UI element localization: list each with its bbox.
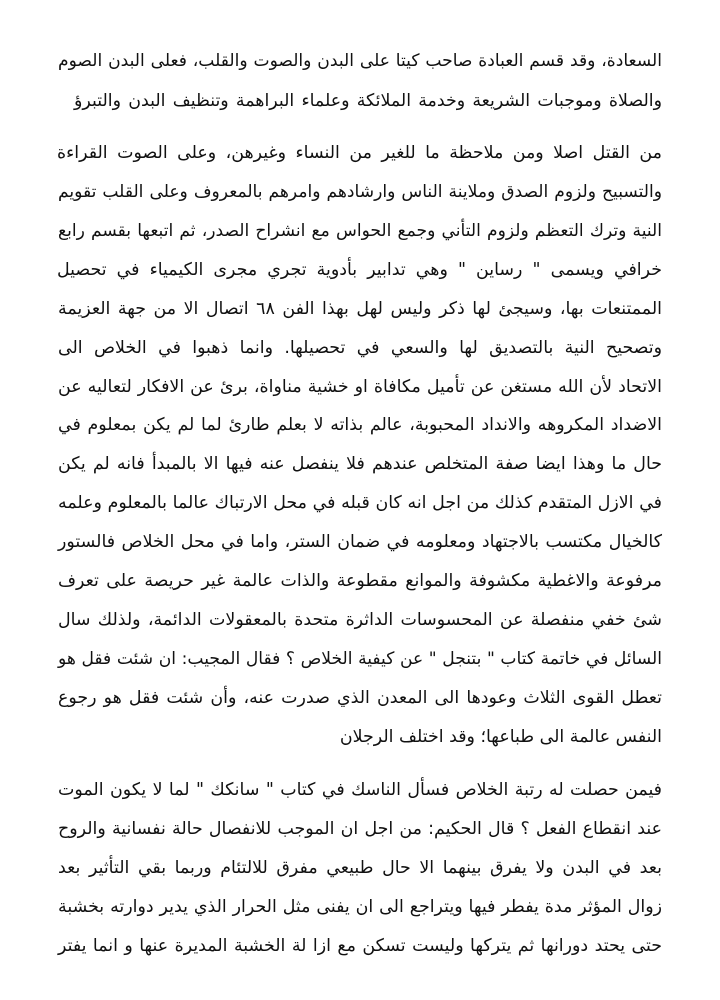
- text-line: من القتل اصلا ومن ملاحظة ما للغير من النساء وغيرهن، وعلى الصوت القراءة: [57, 143, 662, 163]
- text-line: تعطل القوى الثلاث وعودها الى المعدن الذي صدرت عنه، وأن شئت فقل هو رجوع: [58, 688, 662, 708]
- text-line: حال ما وهذا ايضا صفة المتخلص عندهم فلا ينفصل عنه فيها الا بالمبدأ فانه لم يكن: [58, 454, 662, 474]
- text-line: الممتنعات بها، وسيجئ لها ذكر وليس لهل بهذا الفن ٦٨ اتصال الا من جهة العزيمة: [58, 299, 662, 319]
- text-line: كالخيال مكتسب بالاجتهاد ومعلومه في ضمان الستر، واما في محل الخلاص فالستور: [58, 532, 662, 552]
- text-line: حتى يحتد دورانها ثم يتركها وليست تسكن مع ازا لة الخشبة المديرة عنها و انما يفتر: [58, 936, 662, 956]
- text-line: والتسبيح ولزوم الصدق وملاينة الناس وارشادهم وامرهم بالمعروف وعلى القلب تقويم: [58, 182, 662, 202]
- text-line: السعادة، وقد قسم العبادة صاحب كيتا على البدن والصوت والقلب، فعلى البدن الصوم: [58, 51, 662, 71]
- text-line: زوال المؤثر مدة يفطر فيها ويتراجع الى ان يفنى مثل الحرار الذي يدير دوارته بخشبة: [58, 897, 662, 917]
- text-line: والصلاة وموجبات الشريعة وخدمة الملائكة وعلماء البراهمة وتنظيف البدن والتبرؤ: [74, 91, 662, 111]
- text-line: في الازل المتقدم كذلك من اجل انه كان قبله في محل الارتباك عالما بالمعلوم وعلمه: [58, 493, 662, 513]
- text-line: شئ خفي منفصلة عن المحسوسات الداثرة متحدة بالمعقولات الدائمة، ولذلك سال: [58, 610, 662, 630]
- text-line: النفس عالمة الى طباعها؛ وقد اختلف الرجلان: [339, 727, 662, 747]
- text-line: النية وترك التعظم ولزوم التأني وجمع الحواس مع انشراح الصدر، ثم اتبعها بقسم رابع: [58, 221, 662, 241]
- text-line: وتصحيح النية بالتصديق لها والسعي في تحصيلها. وانما ذهبوا في الخلاص الى: [58, 338, 662, 358]
- text-line: الاتحاد لأن الله مستغن عن تأميل مكافاة او خشية مناواة، برئ عن الافكار لتعاليه عن: [58, 377, 662, 397]
- text-line: مرفوعة والاغطية مكشوفة والموانع مقطوعة والذات عالمة غير حريصة على تعرف: [58, 571, 662, 591]
- text-line: خرافي ويسمى " رساين " وهي تدابير بأدوية تجري مجرى الكيمياء في تحصيل: [57, 260, 662, 280]
- text-line: السائل في خاتمة كتاب " بتنجل " عن كيفية الخلاص ؟ فقال المجيب: ان شئت فقل هو: [58, 649, 662, 669]
- text-line: عند انقطاع الفعل ؟ قال الحكيم: من اجل ان الموجب للانفصال حالة نفسانية والروح: [58, 819, 662, 839]
- text-line: بعد في البدن ولا يفرق بينهما الا حال طبيعي مفرق للالتئام وربما بقي التأثير بعد: [58, 858, 662, 878]
- text-line: الاضداد المكروهه والانداد المحبوبة، عالم بذاته لا بعلم طارئ لما لم يكن بمعلوم في: [58, 415, 662, 435]
- text-line: فيمن حصلت له رتبة الخلاص فسأل الناسك في كتاب " سانكك " لما لا يكون الموت: [58, 780, 662, 800]
